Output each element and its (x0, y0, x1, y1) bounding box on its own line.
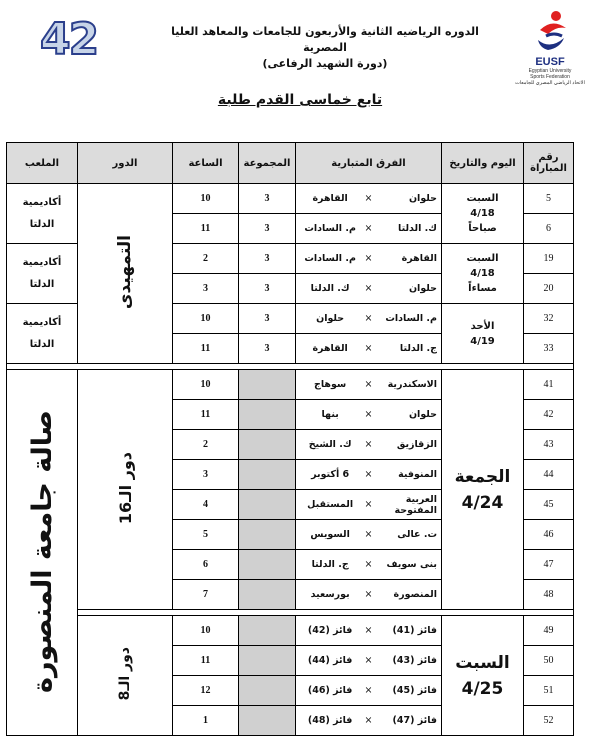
team-a: ت. عالى (397, 529, 437, 540)
table-header-row (7, 143, 574, 184)
match-number: 47 (524, 550, 574, 580)
teams-pair (296, 469, 441, 480)
teams-pair (296, 494, 441, 516)
day-line: 4/18 (470, 208, 495, 219)
team-b: فائز (48) (307, 715, 353, 726)
team-b: ج. الدلتا (311, 559, 349, 570)
match-hour: 5 (173, 520, 239, 550)
match-number: 45 (524, 490, 574, 520)
day-date-cell (442, 244, 524, 304)
logo-subtitle (514, 68, 586, 86)
teams-pair (296, 343, 441, 354)
teams-cell (296, 550, 442, 580)
venue-line: الدلتا (29, 278, 55, 290)
team-a: المنوفية (398, 469, 437, 480)
day-line: صباحاً (468, 223, 497, 234)
logo-sub-1: Egyptian University (528, 68, 572, 74)
team-b: المستقبل (307, 499, 354, 510)
logo-sub-3: الاتحاد الرياضي المصري للجامعات (515, 80, 585, 86)
col-hour: الساعة (173, 143, 239, 184)
teams-cell (296, 214, 442, 244)
match-hour: 12 (173, 676, 239, 706)
group-number (239, 430, 296, 460)
teams-pair (296, 193, 441, 204)
eusf-logo (514, 6, 586, 86)
team-b: القاهرة (312, 343, 348, 354)
venue-cell (7, 370, 78, 736)
match-hour: 11 (173, 334, 239, 364)
teams-cell (296, 580, 442, 610)
page-title: تابع خماسى القدم طلبة (217, 92, 383, 108)
group-number (239, 460, 296, 490)
match-number: 6 (524, 214, 574, 244)
match-hour: 6 (173, 550, 239, 580)
round-cell (78, 370, 173, 610)
day-line: الجمعة (454, 466, 511, 487)
group-number: 3 (239, 244, 296, 274)
team-a: القاهرة (401, 253, 437, 264)
team-a: حلوان (408, 409, 437, 420)
group-number (239, 520, 296, 550)
vs-symbol: × (364, 655, 373, 666)
match-hour: 3 (173, 274, 239, 304)
table-body (7, 184, 574, 736)
team-b: م. السادات (304, 253, 356, 264)
teams-pair (296, 559, 441, 570)
teams-cell (296, 460, 442, 490)
group-number: 3 (239, 214, 296, 244)
match-hour: 3 (173, 460, 239, 490)
header-line-2: (دورة الشهيد الرفاعى) (262, 57, 388, 70)
match-number: 49 (524, 616, 574, 646)
team-b: حلوان (316, 313, 345, 324)
venue-line: أكاديمية (22, 316, 62, 328)
venue-line: الدلتا (29, 338, 55, 350)
vs-symbol: × (364, 343, 373, 354)
day-date-cell (442, 616, 524, 736)
col-group: المجموعة (239, 143, 296, 184)
match-hour: 7 (173, 580, 239, 610)
group-number (239, 400, 296, 430)
team-b: 6 أكتوبر (311, 469, 350, 480)
team-b: السويس (310, 529, 350, 540)
teams-pair (296, 283, 441, 294)
vs-symbol: × (364, 313, 373, 324)
teams-cell (296, 304, 442, 334)
round-label: التمهيدى (115, 234, 135, 310)
group-number: 3 (239, 184, 296, 214)
team-a: المنصورة (393, 589, 437, 600)
vs-symbol: × (364, 409, 373, 420)
vs-symbol: × (364, 469, 373, 480)
table-row (7, 370, 574, 400)
team-a: حلوان (408, 193, 437, 204)
teams-cell (296, 334, 442, 364)
vs-symbol: × (364, 529, 373, 540)
group-number: 3 (239, 274, 296, 304)
day-line: السبت (455, 652, 510, 673)
match-hour: 11 (173, 646, 239, 676)
match-number: 48 (524, 580, 574, 610)
team-a: ج. الدلتا (399, 343, 437, 354)
team-a: فائز (47) (392, 715, 437, 726)
venue-line: أكاديمية (22, 196, 62, 208)
team-a: فائز (41) (392, 625, 437, 636)
vs-symbol: × (364, 559, 373, 570)
page-number: 42 (40, 14, 98, 65)
teams-cell (296, 616, 442, 646)
day-line: السبت (466, 193, 499, 204)
match-hour: 10 (173, 370, 239, 400)
match-hour: 2 (173, 430, 239, 460)
vs-symbol: × (364, 589, 373, 600)
team-b: فائز (42) (307, 625, 353, 636)
match-number: 20 (524, 274, 574, 304)
col-venue: الملعب (7, 143, 78, 184)
team-a: الاسكندرية (387, 379, 437, 390)
teams-cell (296, 274, 442, 304)
date-line: 4/25 (461, 678, 504, 699)
day-line: 4/19 (470, 335, 495, 347)
match-hour: 4 (173, 490, 239, 520)
col-match-number: رقم المباراة (524, 143, 574, 184)
match-number: 43 (524, 430, 574, 460)
match-number: 46 (524, 520, 574, 550)
runner-logo-icon (534, 10, 570, 52)
group-number: 3 (239, 334, 296, 364)
team-a: العربية المفتوحة (394, 493, 437, 516)
vs-symbol: × (364, 379, 373, 390)
date-line: 4/24 (461, 492, 504, 513)
teams-pair (296, 379, 441, 390)
vs-symbol: × (364, 283, 373, 294)
team-b: ك. الشيخ (308, 439, 352, 450)
day-line: السبت (466, 253, 499, 264)
group-number (239, 676, 296, 706)
team-a: ك. الدلتا (398, 223, 437, 234)
round-label: دور الـ16 (115, 451, 135, 525)
teams-pair (296, 313, 441, 324)
vs-symbol: × (364, 253, 373, 264)
team-a: بنى سويف (386, 559, 437, 570)
round-cell (78, 184, 173, 364)
match-number: 44 (524, 460, 574, 490)
venue-line: الدلتا (29, 218, 55, 230)
header-line-1: الدوره الرياضيه الثانية والأربعون للجامعات والمعاهد العليا المصرية (171, 25, 479, 54)
teams-cell (296, 430, 442, 460)
teams-pair (296, 223, 441, 234)
teams-pair (296, 409, 441, 420)
teams-pair (296, 715, 441, 726)
teams-cell (296, 184, 442, 214)
match-number: 42 (524, 400, 574, 430)
match-number: 19 (524, 244, 574, 274)
document-header (150, 24, 500, 72)
vs-symbol: × (364, 193, 373, 204)
teams-pair (296, 439, 441, 450)
match-number: 33 (524, 334, 574, 364)
match-hour: 11 (173, 400, 239, 430)
group-number (239, 370, 296, 400)
vs-symbol: × (364, 439, 373, 450)
col-round: الدور (78, 143, 173, 184)
match-number: 51 (524, 676, 574, 706)
day-line: مساءاً (468, 283, 497, 294)
day-line: الأحد (470, 320, 495, 332)
teams-cell (296, 706, 442, 736)
day-date-cell (442, 370, 524, 610)
logo-sub-2: Sports Federation (530, 74, 570, 80)
team-b: ك. الدلتا (310, 283, 350, 294)
teams-pair (296, 625, 441, 636)
day-line: 4/18 (470, 268, 495, 279)
venue-cell (7, 304, 78, 364)
group-number (239, 706, 296, 736)
teams-cell (296, 676, 442, 706)
team-b: م. السادات (304, 223, 356, 234)
teams-pair (296, 685, 441, 696)
team-b: فائز (46) (307, 685, 353, 696)
team-a: حلوان (408, 283, 437, 294)
venue-line: أكاديمية (22, 256, 62, 268)
group-number (239, 646, 296, 676)
team-b: سوهاج (313, 379, 347, 390)
teams-pair (296, 529, 441, 540)
team-b: القاهرة (312, 193, 348, 204)
teams-cell (296, 646, 442, 676)
group-number (239, 490, 296, 520)
day-date-cell (442, 184, 524, 244)
match-number: 32 (524, 304, 574, 334)
teams-pair (296, 655, 441, 666)
match-hour: 10 (173, 304, 239, 334)
day-date-cell (442, 304, 524, 364)
teams-cell (296, 490, 442, 520)
col-day-date: اليوم والتاريخ (442, 143, 524, 184)
teams-cell (296, 244, 442, 274)
teams-cell (296, 370, 442, 400)
match-hour: 2 (173, 244, 239, 274)
teams-cell (296, 520, 442, 550)
vs-symbol: × (364, 685, 373, 696)
group-number: 3 (239, 304, 296, 334)
match-number: 52 (524, 706, 574, 736)
vs-symbol: × (364, 625, 373, 636)
team-b: فائز (44) (307, 655, 353, 666)
teams-pair (296, 589, 441, 600)
logo-brand: EUSF (535, 56, 565, 68)
table-row (7, 616, 574, 646)
match-hour: 10 (173, 184, 239, 214)
group-number (239, 580, 296, 610)
team-b: بورسعيد (310, 589, 350, 600)
team-a: فائز (43) (392, 655, 437, 666)
match-hour: 1 (173, 706, 239, 736)
venue-cell (7, 244, 78, 304)
team-b: بنها (321, 409, 339, 420)
teams-pair (296, 253, 441, 264)
team-a: فائز (45) (392, 685, 437, 696)
match-number: 50 (524, 646, 574, 676)
round-cell (78, 616, 173, 736)
team-a: الزقازيق (396, 439, 437, 450)
group-number (239, 550, 296, 580)
round-label: دور الـ8 (117, 647, 133, 701)
teams-cell (296, 400, 442, 430)
match-hour: 11 (173, 214, 239, 244)
match-number: 5 (524, 184, 574, 214)
table-row (7, 184, 574, 214)
team-a: م. السادات (385, 313, 437, 324)
vs-symbol: × (364, 499, 373, 510)
schedule-table (6, 142, 574, 736)
match-hour: 10 (173, 616, 239, 646)
col-teams: الفرق المتبارية (296, 143, 442, 184)
group-number (239, 616, 296, 646)
match-number: 41 (524, 370, 574, 400)
venue-label: صالة جامعة المنصورة (26, 409, 58, 693)
vs-symbol: × (364, 715, 373, 726)
vs-symbol: × (364, 223, 373, 234)
venue-cell (7, 184, 78, 244)
